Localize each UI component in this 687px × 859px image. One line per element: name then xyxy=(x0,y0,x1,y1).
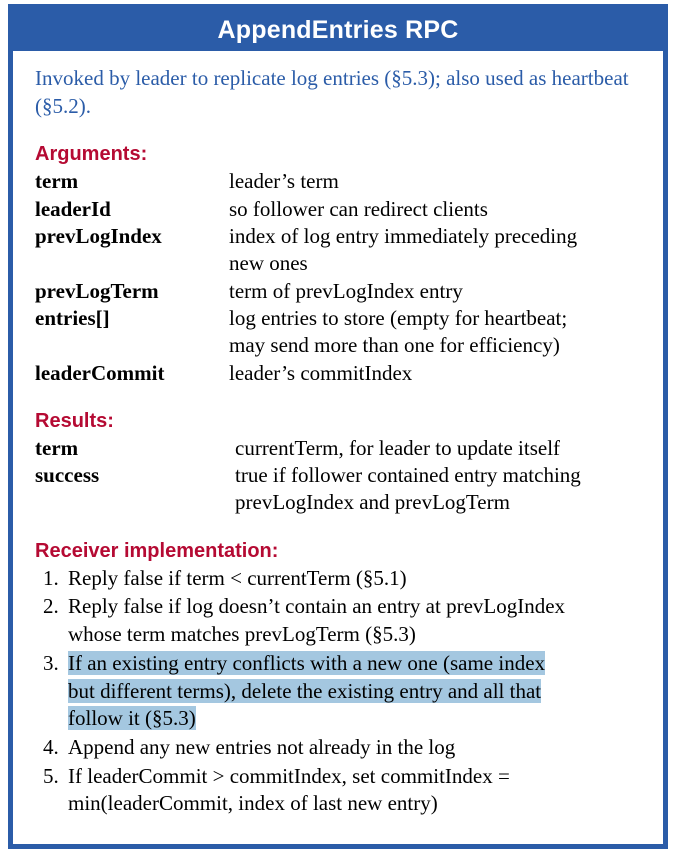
field-description-continuation: prevLogIndex and prevLogTerm xyxy=(235,490,510,515)
results-section xyxy=(35,409,645,517)
field-description-continuation: may send more than one for efficiency) xyxy=(229,333,560,358)
list-item-highlighted xyxy=(35,650,645,733)
step-text-continuation: min(leaderCommit, index of last new entry) xyxy=(68,791,438,816)
step-text xyxy=(68,734,645,762)
results-heading: Results: xyxy=(35,409,114,432)
field-name: term xyxy=(35,169,79,194)
step-text-continuation: but different terms), delete the existing entry and all that xyxy=(68,678,542,703)
step-text xyxy=(68,763,645,818)
step-number: 4. xyxy=(43,735,59,760)
list-item xyxy=(35,763,645,818)
step-text-line: Reply false if term < currentTerm (§5.1) xyxy=(68,565,407,590)
field-name: term xyxy=(35,435,79,460)
field-description-line: leader’s term xyxy=(229,169,339,194)
field-name: leaderCommit xyxy=(35,360,165,385)
list-item xyxy=(35,593,645,648)
field-description xyxy=(229,168,645,195)
field-row xyxy=(35,223,645,278)
field-description xyxy=(229,196,645,223)
card-body xyxy=(13,65,663,818)
step-number: 5. xyxy=(43,763,59,788)
field-description xyxy=(235,435,645,462)
field-description xyxy=(235,462,645,517)
step-text-line: Reply false if log doesn’t contain an entry at prevLogIndex xyxy=(68,594,566,619)
field-description xyxy=(229,305,645,360)
field-description-line: currentTerm, for leader to update itself xyxy=(235,435,561,460)
list-item xyxy=(35,734,645,762)
field-row xyxy=(35,168,645,195)
field-row xyxy=(35,435,645,462)
arguments-section xyxy=(35,142,645,386)
field-description-line: index of log entry immediately preceding xyxy=(229,224,578,249)
step-text-continuation-2: follow it (§5.3) xyxy=(68,706,196,731)
field-row xyxy=(35,278,645,305)
step-number: 2. xyxy=(43,594,59,619)
field-description-line: leader’s commitIndex xyxy=(229,360,413,385)
receiver-implementation-section xyxy=(35,539,645,818)
field-row xyxy=(35,360,645,387)
field-name: prevLogIndex xyxy=(35,224,162,249)
field-name: success xyxy=(35,463,100,488)
field-name: leaderId xyxy=(35,196,111,221)
field-description-line: term of prevLogIndex entry xyxy=(229,278,463,303)
field-description-line: so follower can redirect clients xyxy=(229,196,488,221)
field-description xyxy=(229,278,645,305)
page-title: AppendEntries RPC xyxy=(217,15,459,44)
field-description-continuation: new ones xyxy=(229,251,308,276)
step-text-line: If leaderCommit > commitIndex, set commitIndex = xyxy=(68,763,510,788)
step-number: 3. xyxy=(43,650,59,675)
list-item xyxy=(35,565,645,593)
field-description-line: true if follower contained entry matching xyxy=(235,463,581,488)
field-row xyxy=(35,305,645,360)
step-text-line: Append any new entries not already in the log xyxy=(68,735,456,760)
step-text xyxy=(68,593,645,648)
step-text xyxy=(68,650,645,733)
appendentries-rpc-card xyxy=(8,4,668,849)
field-name: entries[] xyxy=(35,305,110,330)
step-number: 1. xyxy=(43,565,59,590)
step-text-line: If an existing entry conflicts with a new one (same index xyxy=(68,650,546,675)
field-row xyxy=(35,196,645,223)
arguments-heading: Arguments: xyxy=(35,143,148,166)
step-text-continuation: whose term matches prevLogTerm (§5.3) xyxy=(68,622,416,647)
receiver-steps-list xyxy=(35,565,645,818)
card-header xyxy=(13,9,663,51)
receiver-implementation-heading: Receiver implementation: xyxy=(35,539,279,562)
field-description-line: log entries to store (empty for heartbeat; xyxy=(229,305,568,330)
field-name: prevLogTerm xyxy=(35,278,159,303)
field-row xyxy=(35,462,645,517)
field-description xyxy=(229,360,645,387)
intro-description: Invoked by leader to replicate log entries (§5.3); also used as heartbeat (§5.2). xyxy=(35,66,629,118)
field-description xyxy=(229,223,645,278)
step-text xyxy=(68,565,645,593)
